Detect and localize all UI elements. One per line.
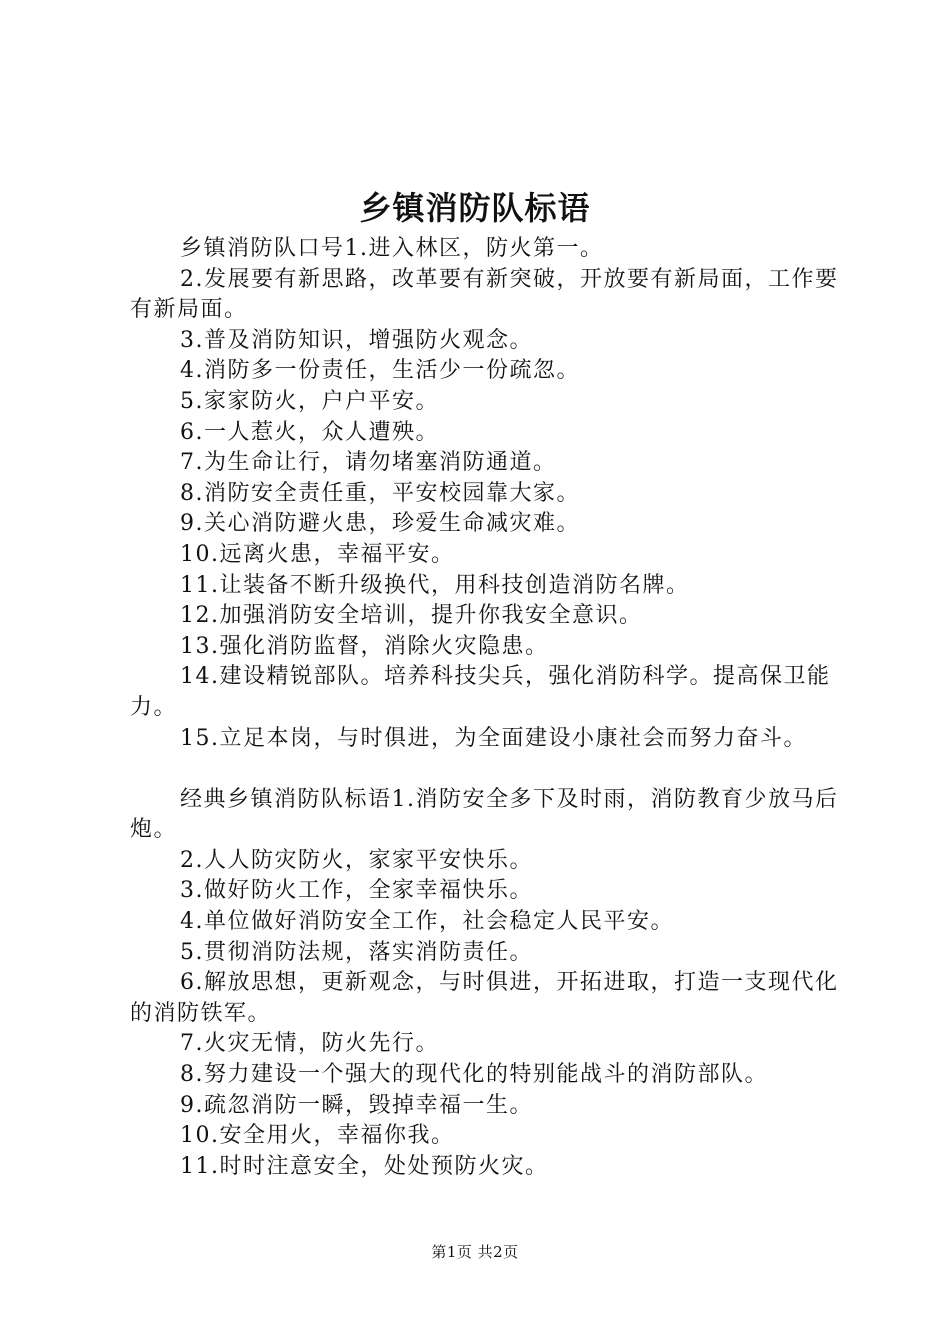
paragraph: 6.解放思想，更新观念，与时俱进，开拓进取，打造一支现代化的消防铁军。 [130,970,839,1026]
paragraph: 乡镇消防队口号1.进入林区，防火第一。 [180,236,604,261]
paragraph: 12.加强消防安全培训，提升你我安全意识。 [180,603,643,629]
paragraph: 2.人人防灾防火，家家平安快乐。 [180,847,533,873]
section-spacer [130,754,845,785]
paragraph: 8.努力建设一个强大的现代化的特别能战斗的消防部队。 [180,1062,768,1088]
paragraph: 2.发展要有新思路，改革要有新突破，开放要有新局面，工作要有新局面。 [130,266,839,323]
page-footer: 第1页 共2页 [431,1243,519,1261]
paragraph: 3.做好防火工作，全家幸福快乐。 [180,878,533,904]
document-title: 乡镇消防队标语 [359,189,591,227]
paragraph: 13.强化消防监督，消除火灾隐患。 [180,633,549,659]
paragraph: 9.疏忽消防一瞬，毁掉幸福一生。 [180,1092,533,1118]
paragraph: 3.普及消防知识，增强防火观念。 [180,327,533,353]
paragraph: 4.单位做好消防安全工作，社会稳定人民平安。 [180,909,674,935]
paragraph: 11.让装备不断升级换代，用科技创造消防名牌。 [180,572,690,598]
document-body [130,234,845,1182]
paragraph: 5.贯彻消防法规，落实消防责任。 [180,939,533,965]
paragraph: 经典乡镇消防队标语1.消防安全多下及时雨，消防教育少放马后炮。 [130,786,839,843]
paragraph: 8.消防安全责任重，平安校园靠大家。 [180,480,580,506]
paragraph: 10.安全用火，幸福你我。 [180,1123,455,1149]
paragraph: 9.关心消防避火患，珍爱生命减灾难。 [180,511,580,537]
paragraph: 10.远离火患，幸福平安。 [180,541,455,567]
paragraph: 4.消防多一份责任，生活少一份疏忽。 [180,358,580,384]
paragraph: 15.立足本岗，与时俱进，为全面建设小康社会而努力奋斗。 [180,725,807,751]
paragraph: 6.一人惹火，众人遭殃。 [180,419,439,445]
paragraph: 7.为生命让行，请勿堵塞消防通道。 [180,450,557,476]
paragraph: 14.建设精锐部队。培养科技尖兵，强化消防科学。提高保卫能力。 [130,664,831,720]
paragraph: 11.时时注意安全，处处预防火灾。 [180,1153,549,1179]
paragraph: 5.家家防火，户户平安。 [180,388,439,414]
paragraph: 7.火灾无情，防火先行。 [180,1031,439,1057]
